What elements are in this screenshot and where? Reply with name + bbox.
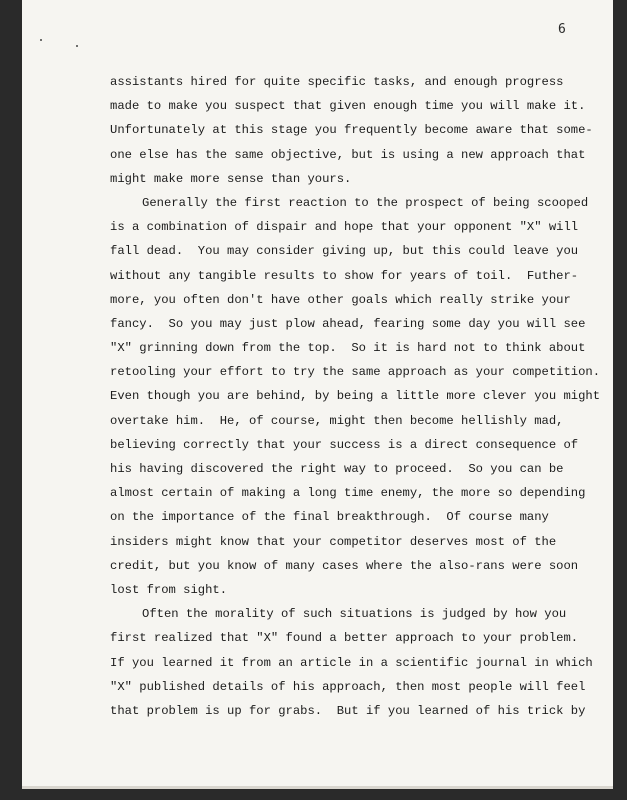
text-line: Generally the first reaction to the prospect of being scooped — [142, 195, 589, 210]
text-line: retooling your effort to try the same approach as your competition. — [110, 365, 601, 380]
text-line: on the importance of the final breakthrough. Of course many — [110, 510, 549, 525]
text-line: overtake him. He, of course, might then become hellishly mad, — [110, 413, 564, 428]
text-line: fancy. So you may just plow ahead, fearing some day you will see — [110, 316, 586, 331]
text-line: Unfortunately at this stage you frequently become aware that some- — [110, 123, 593, 138]
body-text — [110, 70, 610, 723]
text-line: that problem is up for grabs. But if you learned of his trick by — [110, 703, 586, 718]
text-line: If you learned it from an article in a scientific journal in which — [110, 655, 593, 670]
text-line: credit, but you know of many cases where the also-rans were soon — [110, 558, 579, 573]
text-line: is a combination of dispair and hope that your opponent "X" will — [110, 220, 579, 235]
text-line: fall dead. You may consider giving up, but this could leave you — [110, 244, 579, 259]
page-bottom-edge — [22, 786, 613, 789]
text-line: made to make you suspect that given enough time you will make it. — [110, 99, 586, 114]
text-line: Often the morality of such situations is judged by how you — [142, 607, 567, 622]
text-line: Even though you are behind, by being a little more clever you might — [110, 389, 601, 404]
text-line: "X" grinning down from the top. So it is hard not to think about — [110, 341, 586, 356]
text-line: lost from sight. — [110, 582, 228, 597]
text-line: assistants hired for quite specific tasks, and enough progress — [110, 75, 564, 89]
document-page — [22, 0, 613, 786]
paper-speck — [76, 45, 78, 47]
text-line: believing correctly that your success is a direct consequence of — [110, 437, 579, 452]
text-line: his having discovered the right way to proceed. So you can be — [110, 462, 564, 476]
text-line: almost certain of making a long time enemy, the more so depending — [110, 486, 586, 501]
text-line: might make more sense than yours. — [110, 171, 352, 186]
text-line: "X" published details of his approach, then most people will feel — [110, 679, 586, 694]
page-number: 6 — [558, 22, 566, 37]
text-line: insiders might know that your competitor deserves most of the — [110, 534, 557, 549]
text-line: one else has the same objective, but is using a new approach that — [110, 147, 586, 162]
text-line: without any tangible results to show for years of toil. Futher- — [110, 268, 579, 283]
text-line: more, you often don't have other goals which really strike your — [110, 292, 571, 307]
paper-speck — [40, 39, 42, 41]
text-line: first realized that "X" found a better approach to your problem. — [110, 631, 579, 646]
